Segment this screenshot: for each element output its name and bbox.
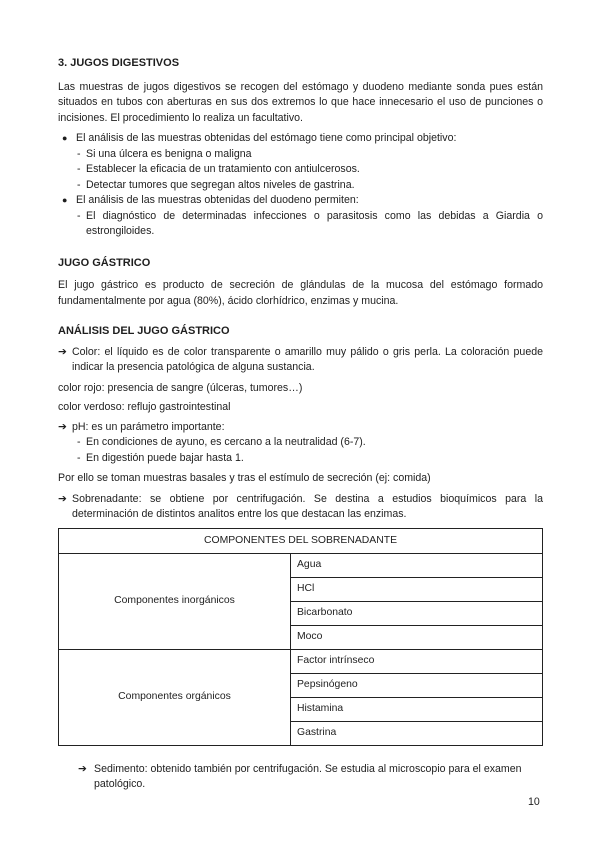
bullet-duodeno — [58, 193, 543, 209]
list-item-text: El diagnóstico de determinadas infecciones o parasitosis como las debidas a Giardia o estrongiloides. — [86, 209, 543, 237]
dash: - — [77, 178, 81, 191]
dash: - — [77, 436, 81, 448]
document-page — [58, 56, 543, 793]
section-title: 3. JUGOS DIGESTIVOS — [58, 57, 180, 69]
dash: - — [77, 451, 81, 464]
table-cell: Moco — [291, 625, 543, 649]
list-item — [58, 209, 543, 240]
list-item-text: Detectar tumores que segregan altos niveles de gastrina. — [86, 178, 355, 191]
page-number: 10 — [528, 796, 540, 808]
rojo-text: color rojo: presencia de sangre (úlceras, tumores…) — [58, 381, 303, 394]
table-header: COMPONENTES DEL SOBRENADANTE — [59, 528, 543, 553]
table-row — [59, 528, 543, 553]
list-item-text: En condiciones de ayuno, es cercano a la neutralidad (6-7). — [86, 436, 366, 448]
table-cell: Agua — [291, 553, 543, 577]
arrow-icon: ➔ — [58, 492, 67, 505]
table-cell: HCl — [291, 577, 543, 601]
dash: - — [77, 147, 81, 160]
list-item — [58, 178, 543, 194]
bullet-text: El análisis de las muestras obtenidas del duodeno permiten: — [76, 194, 359, 206]
sobrenadante-table — [58, 528, 543, 746]
sobrenadante-text: Sobrenadante: se obtiene por centrifugación. Se destina a estudios bioquímicos para la determinación de distintos analitos entre los que destacan las enzimas. — [72, 492, 543, 520]
table-cell: Gastrina — [291, 721, 543, 745]
table-cell: Histamina — [291, 697, 543, 721]
analisis-title: ANÁLISIS DEL JUGO GÁSTRICO — [58, 325, 230, 337]
bullet-stomach — [58, 131, 543, 147]
sedimento-item — [78, 762, 543, 793]
verdoso-text: color verdoso: reflujo gastrointestinal — [58, 401, 231, 413]
intro-paragraph: Las muestras de jugos digestivos se recogen del estómago y duodeno mediante sonda pues están situados en tubos con aberturas en sus dos extremos lo que hace innecesario el uso de punciones o incisiones. El procedimiento lo realiza un facultativo. — [58, 80, 543, 124]
ph-text: pH: es un parámetro importante: — [72, 420, 225, 433]
dash: - — [77, 163, 81, 175]
arrow-icon: ➔ — [58, 420, 67, 433]
color-item — [58, 345, 543, 376]
list-item-text: Si una úlcera es benigna o maligna — [86, 147, 252, 160]
list-item-text: Establecer la eficacia de un tratamiento con antiulcerosos. — [86, 163, 360, 175]
list-item — [58, 162, 543, 178]
dash: - — [77, 209, 81, 222]
group-organicos: Componentes orgánicos — [59, 649, 291, 745]
jugo-title: JUGO GÁSTRICO — [58, 256, 151, 269]
table-cell: Pepsinógeno — [291, 673, 543, 697]
bullet-text: El análisis de las muestras obtenidas del estómago tiene como principal objetivo: — [76, 132, 457, 144]
jugo-paragraph: El jugo gástrico es producto de secreción de glándulas de la mucosa del estómago formado fundamentalmente por agua (80%), ácido clorhídrico, enzimas y mucina. — [58, 279, 543, 307]
bullet-dot: ● — [62, 195, 68, 205]
table-row — [59, 649, 543, 673]
table-cell: Factor intrínseco — [291, 649, 543, 673]
arrow-icon: ➔ — [78, 762, 87, 775]
table-cell: Bicarbonato — [291, 601, 543, 625]
group-inorganicos: Componentes inorgánicos — [59, 553, 291, 649]
table-row — [59, 553, 543, 577]
arrow-icon: ➔ — [58, 345, 67, 358]
basales-text: Por ello se toman muestras basales y tras el estímulo de secreción (ej: comida) — [58, 472, 431, 484]
color-text: Color: el líquido es de color transparente o amarillo muy pálido o gris perla. La coloración puede indicar la presencia patológica de alguna sustancia. — [72, 345, 543, 373]
list-item-text: En digestión puede bajar hasta 1. — [86, 451, 244, 464]
list-item — [58, 147, 543, 163]
sobrenadante-item — [58, 492, 543, 523]
list-item — [58, 435, 543, 451]
bullet-dot: ● — [62, 133, 68, 143]
sedimento-text: Sedimento: obtenido también por centrifugación. Se estudia al microscopio para el examen patológico. — [94, 762, 522, 790]
ph-item — [58, 420, 543, 436]
list-item — [58, 451, 543, 467]
